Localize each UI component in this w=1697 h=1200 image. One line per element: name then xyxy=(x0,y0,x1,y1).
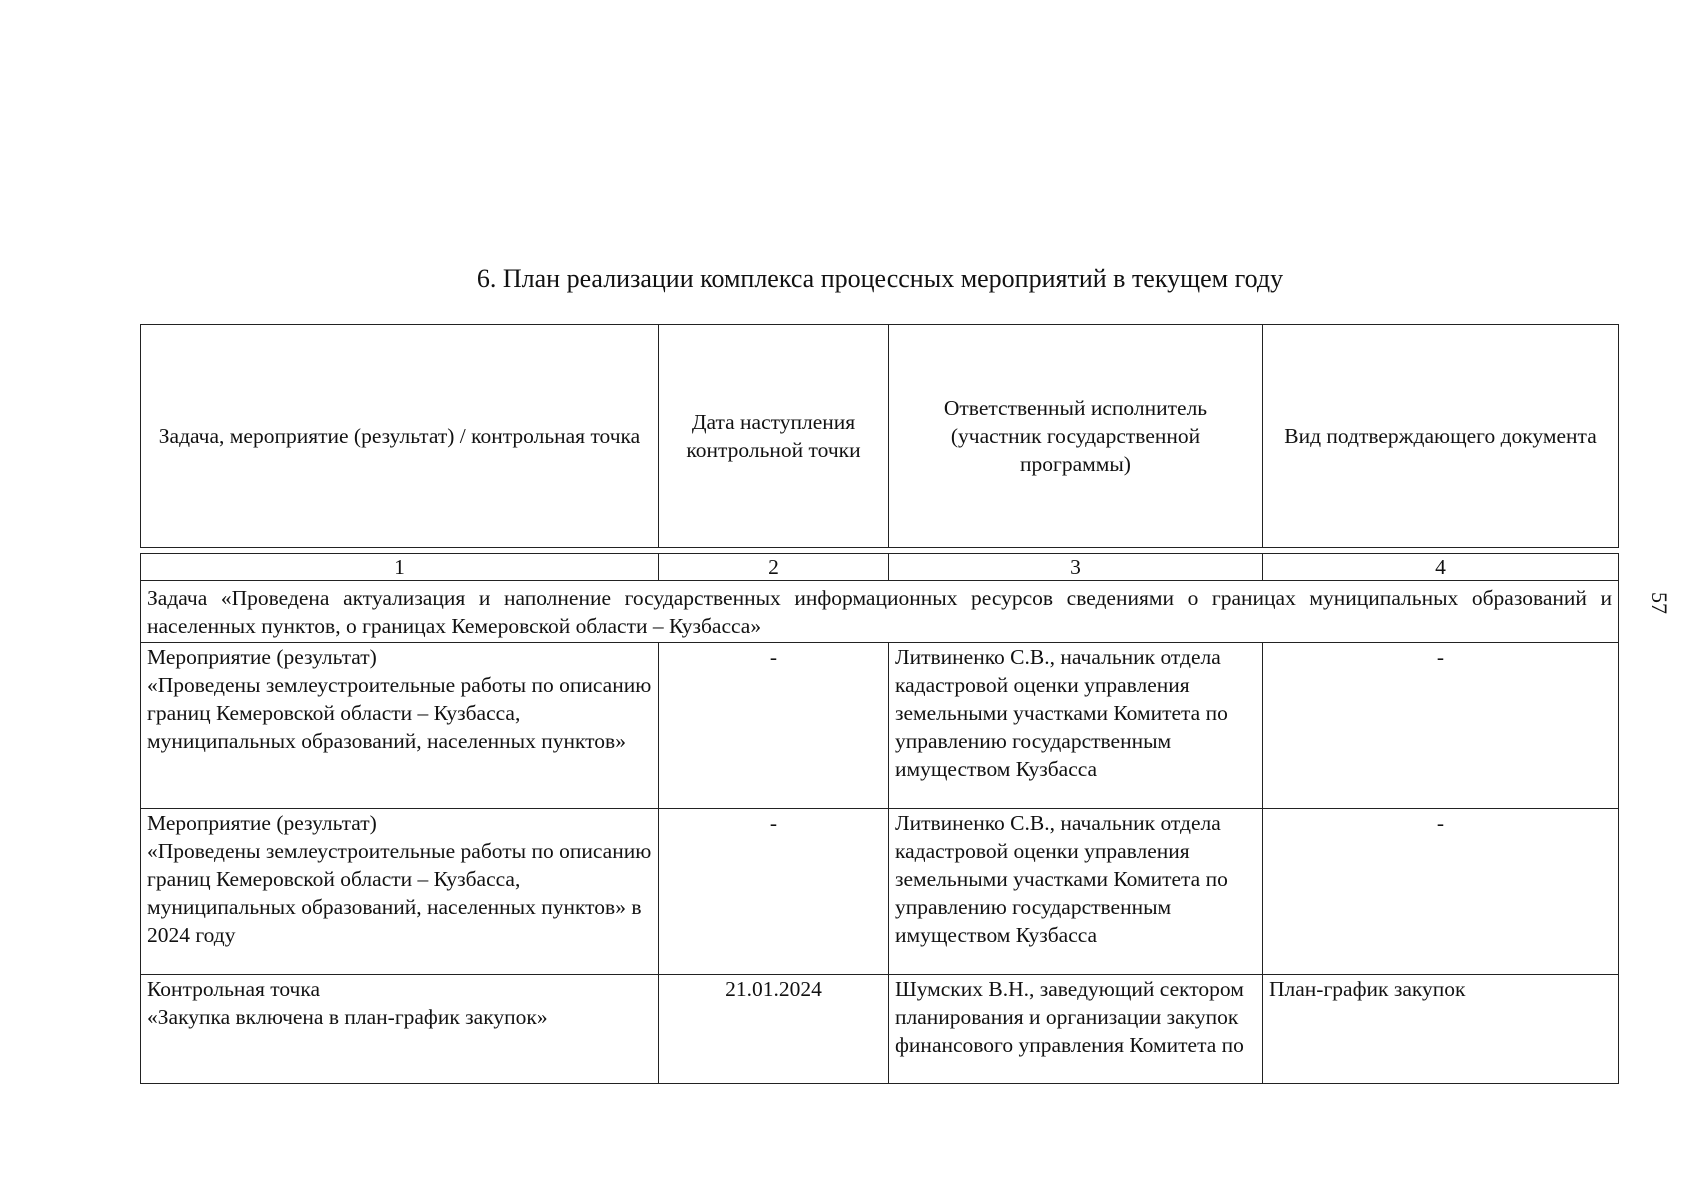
executor-cell: Литвиненко С.В., начальник отдела кадастровой оценки управления земельными участками Комитета по управлению государственным имуществом Кузбасса xyxy=(889,643,1263,809)
executor-cell: Шумских В.Н., заведующий сектором планирования и организации закупок финансового управления Комитета по xyxy=(889,975,1263,1084)
event-description: «Проведены землеустроительные работы по описанию границ Кемеровской области – Кузбасса, муниципальных образований, населенных пунктов» в 2024 году xyxy=(147,839,652,947)
column-number: 3 xyxy=(889,554,1263,581)
document-cell: План-график закупок xyxy=(1263,975,1619,1084)
event-description: «Проведены землеустроительные работы по описанию границ Кемеровской области – Кузбасса, муниципальных образований, населенных пунктов» xyxy=(147,673,652,753)
event-type: Мероприятие (результат) xyxy=(147,811,377,835)
header-row xyxy=(141,325,1619,548)
header-table xyxy=(140,324,1619,548)
column-number-row xyxy=(141,554,1619,581)
header-document-cell: Вид подтверждающего документа xyxy=(1263,325,1619,548)
document-cell: - xyxy=(1263,643,1619,809)
date-cell: 21.01.2024 xyxy=(659,975,889,1084)
event-description: «Закупка включена в план-график закупок» xyxy=(147,1005,548,1029)
table-row xyxy=(141,643,1619,809)
event-type: Мероприятие (результат) xyxy=(147,645,377,669)
table-row xyxy=(141,809,1619,975)
event-cell xyxy=(141,643,659,809)
header-date-cell: Дата наступления контрольной точки xyxy=(659,325,889,548)
column-number: 4 xyxy=(1263,554,1619,581)
table-row xyxy=(141,975,1619,1084)
document-cell: - xyxy=(1263,809,1619,975)
event-cell xyxy=(141,975,659,1084)
date-cell: - xyxy=(659,643,889,809)
task-row xyxy=(141,581,1619,643)
plan-table xyxy=(140,553,1619,1084)
page-number: 57 xyxy=(1647,592,1672,614)
date-cell: - xyxy=(659,809,889,975)
header-task-cell: Задача, мероприятие (результат) / контрольная точка xyxy=(141,325,659,548)
column-number: 1 xyxy=(141,554,659,581)
column-number: 2 xyxy=(659,554,889,581)
page-title: 6. План реализации комплекса процессных мероприятий в текущем году xyxy=(476,264,1284,293)
task-cell: Задача «Проведена актуализация и наполнение государственных информационных ресурсов сведениями о границах муниципальных образований и населенных пунктов, о границах Кемеровской области – Кузбасса» xyxy=(141,581,1619,643)
executor-cell: Литвиненко С.В., начальник отдела кадастровой оценки управления земельными участками Комитета по управлению государственным имуществом Кузбасса xyxy=(889,809,1263,975)
event-type: Контрольная точка xyxy=(147,977,321,1001)
header-executor-cell: Ответственный исполнитель (участник государственной программы) xyxy=(889,325,1263,548)
event-cell xyxy=(141,809,659,975)
